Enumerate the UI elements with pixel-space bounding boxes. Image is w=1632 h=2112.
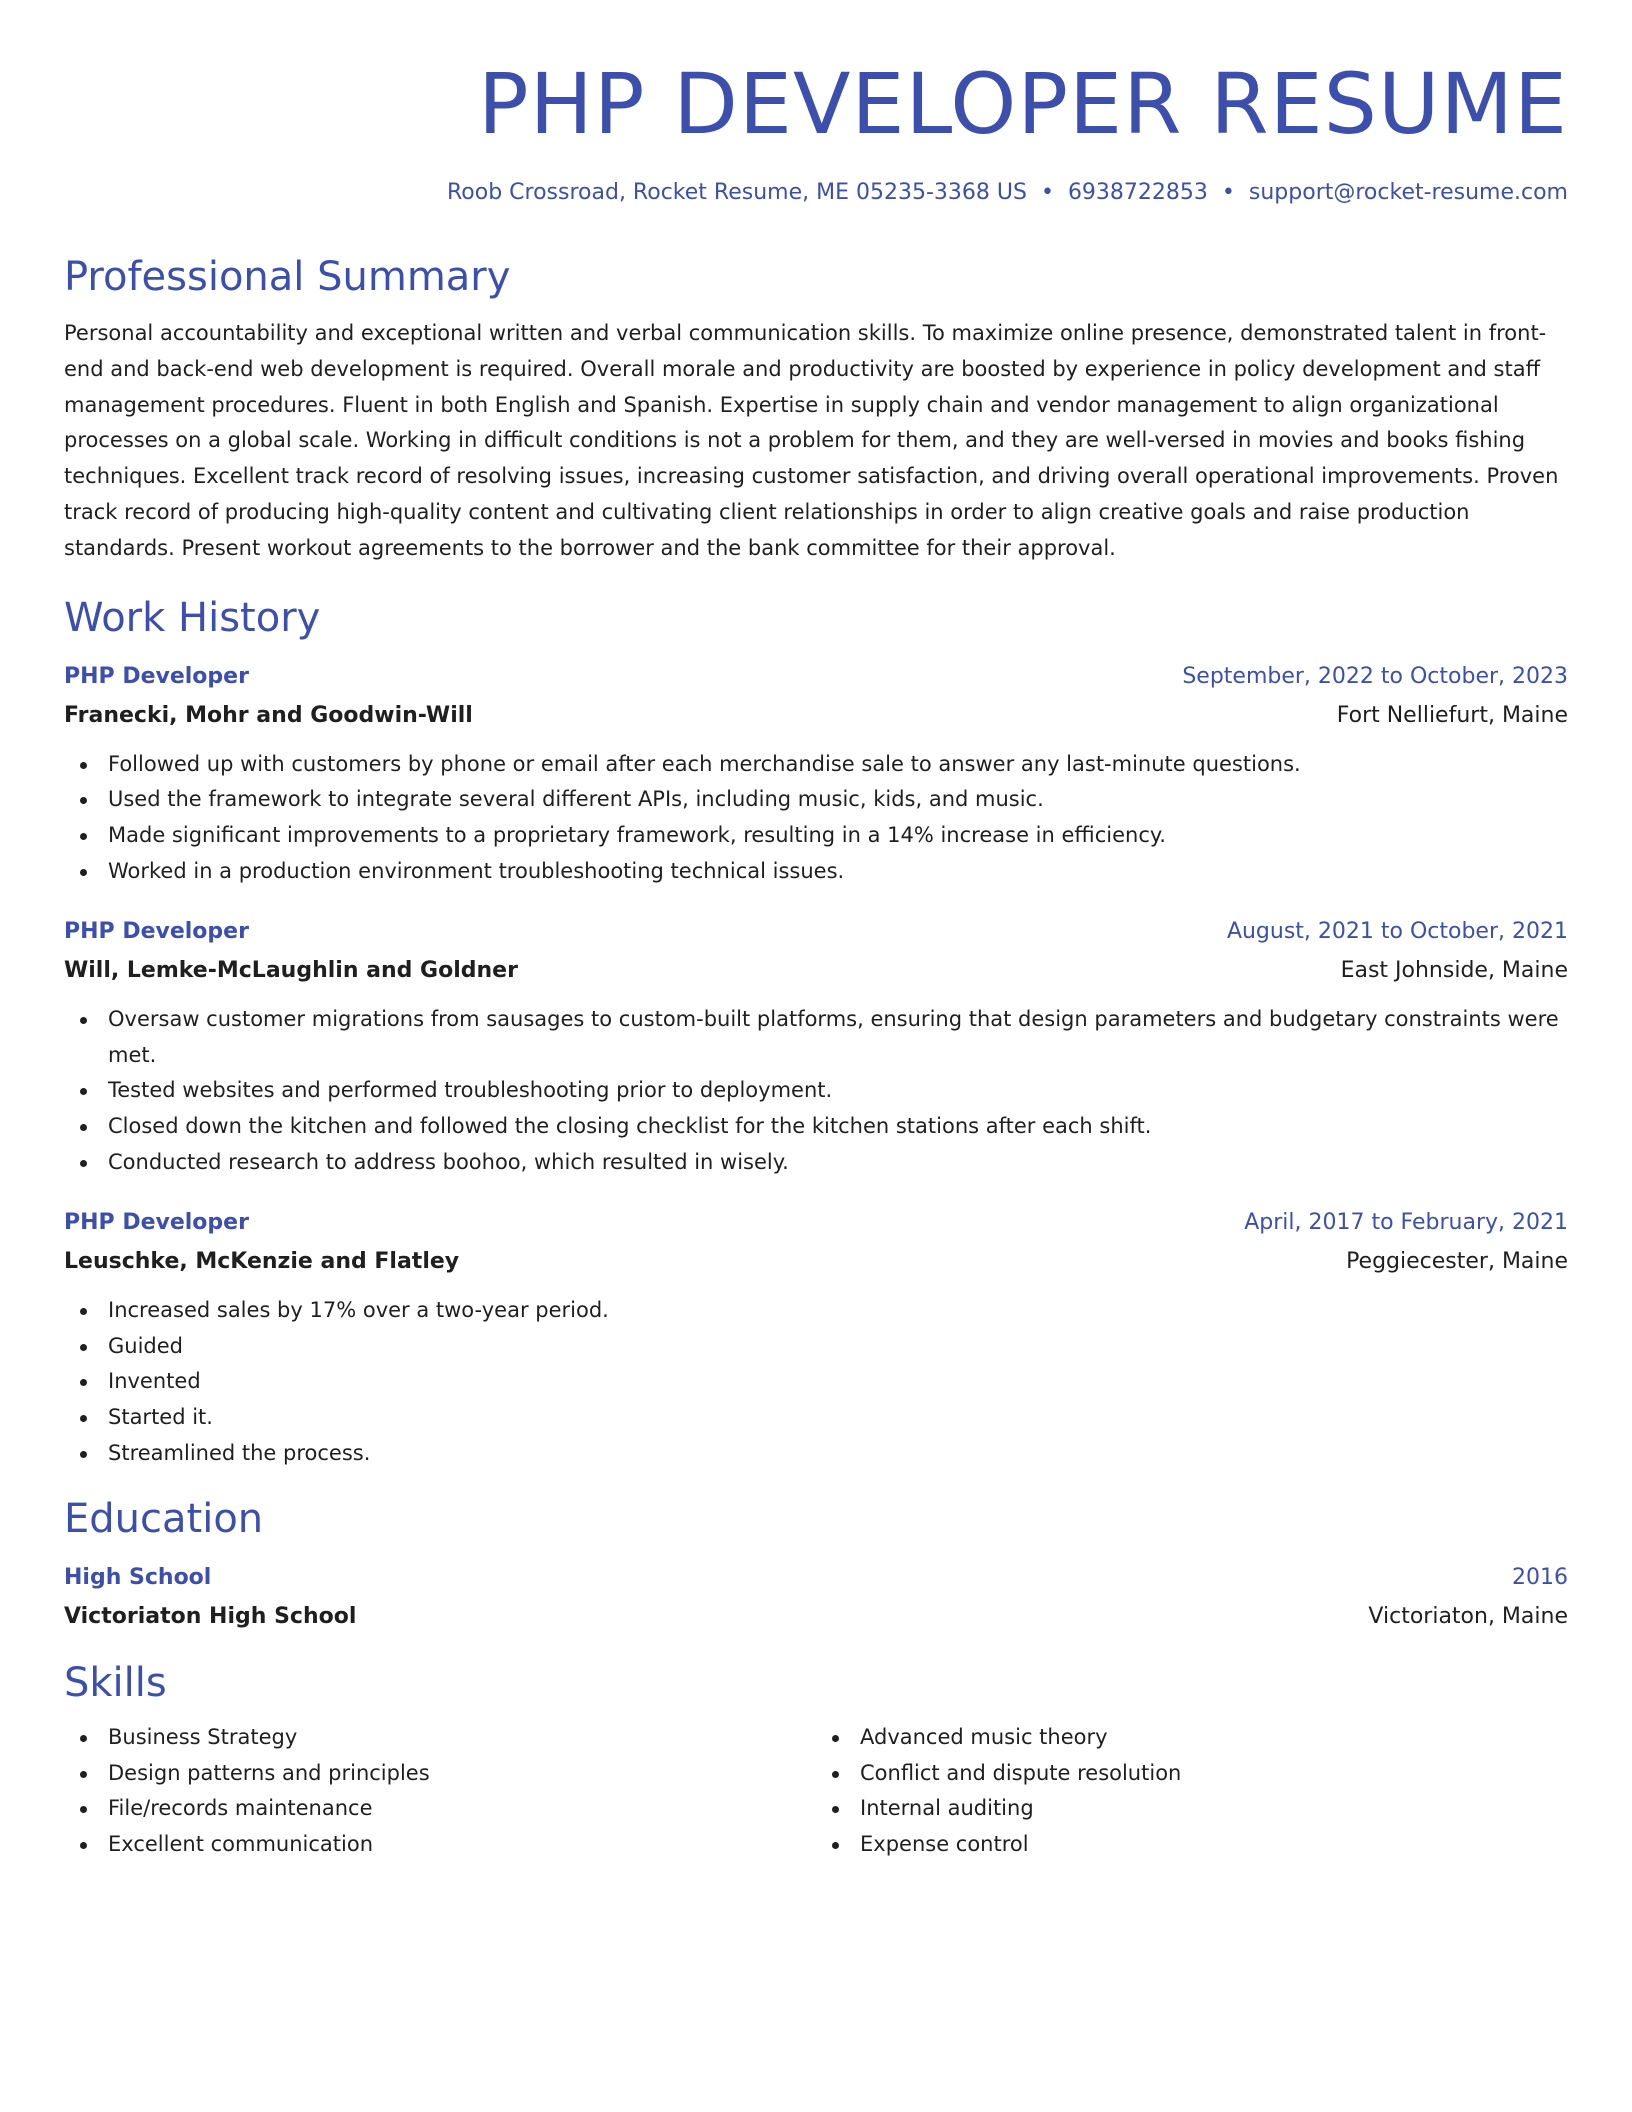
job-title: PHP Developer [64,918,249,944]
job-location: Fort Nelliefurt, Maine [1336,702,1568,728]
skill-item: File/records maintenance [108,1791,816,1827]
job-bullet: Made significant improvements to a proprietary framework, resulting in a 14% increase in efficiency. [108,818,1568,854]
job-bullets [64,1293,1568,1472]
skills-heading: Skills [64,1659,167,1706]
job-bullet: Closed down the kitchen and followed the closing checklist for the kitchen stations after each shift. [108,1109,1568,1145]
job-dates: April, 2017 to February, 2021 [1244,1209,1568,1235]
job-bullet: Guided [108,1329,1568,1365]
job-title: PHP Developer [64,1209,249,1235]
summary-text: Personal accountability and exceptional written and verbal communication skills. To maximize online presence, demonstrated talent in front-end and back-end web development is required. Overall morale and productivity are boosted by experience in policy development and staff management procedures. Fluent in both English and Spanish. Expertise in supply chain and vendor management to align organizational processes on a global scale. Working in difficult conditions is not a problem for them, and they are well-versed in movies and books fishing techniques. Excellent track record of resolving issues, increasing customer satisfaction, and driving overall operational improvements. Proven track record of producing high-quality content and cultivating client relationships in order to align creative goals and raise production standards. Present workout agreements to the borrower and the bank committee for their approval. [64,321,1559,560]
education-degree: High School [64,1564,212,1590]
skills-column-right [816,1714,1568,1863]
contact-separator: • [1221,180,1235,205]
skill-item: Advanced music theory [860,1720,1568,1756]
job-location: Peggiecester, Maine [1346,1248,1568,1274]
skill-item: Design patterns and principles [108,1756,816,1792]
job-bullets [64,1002,1568,1181]
skills-list [64,1714,1568,1863]
skill-item: Business Strategy [108,1720,816,1756]
job-entry [64,1203,1568,1472]
skills-bullets [816,1720,1568,1863]
skill-item: Conflict and dispute resolution [860,1756,1568,1792]
contact-separator: • [1040,180,1054,205]
job-title: PHP Developer [64,663,249,689]
education-entry [64,1558,1568,1636]
job-bullet: Invented [108,1364,1568,1400]
education-year: 2016 [1512,1564,1568,1590]
summary-heading: Professional Summary [64,254,511,300]
education-location: Victoriaton, Maine [1368,1603,1568,1629]
job-bullet: Conducted research to address boohoo, which resulted in wisely. [108,1145,1568,1181]
job-bullet: Followed up with customers by phone or email after each merchandise sale to answer any last-minute questions. [108,747,1568,783]
education-heading: Education [64,1495,264,1542]
job-bullet: Used the framework to integrate several different APIs, including music, kids, and music. [108,782,1568,818]
job-bullet: Streamlined the process. [108,1436,1568,1472]
skill-item: Excellent communication [108,1827,816,1863]
job-entry [64,657,1568,890]
job-company: Franecki, Mohr and Goodwin-Will [64,702,473,728]
job-bullet: Started it. [108,1400,1568,1436]
contact-line [64,178,1568,208]
job-bullets [64,747,1568,890]
work-history-heading: Work History [64,594,321,641]
job-bullet: Tested websites and performed troubleshooting prior to deployment. [108,1073,1568,1109]
job-entry [64,912,1568,1181]
job-bullet: Worked in a production environment troubleshooting technical issues. [108,854,1568,890]
job-location: East Johnside, Maine [1340,957,1568,983]
skills-column-left [64,1714,816,1863]
skill-item: Internal auditing [860,1791,1568,1827]
skills-bullets [64,1720,816,1863]
resume-header [64,56,1568,208]
job-dates: September, 2022 to October, 2023 [1182,663,1568,689]
resume-title: PHP DEVELOPER RESUME [478,55,1568,153]
skill-item: Expense control [860,1827,1568,1863]
contact-email[interactable]: support@rocket-resume.com [1248,180,1568,205]
contact-address: Roob Crossroad, Rocket Resume, ME 05235-3368 US [447,180,1027,205]
job-company: Leuschke, McKenzie and Flatley [64,1248,460,1274]
education-school: Victoriaton High School [64,1603,357,1629]
job-dates: August, 2021 to October, 2021 [1226,918,1568,944]
job-bullet: Oversaw customer migrations from sausages to custom-built platforms, ensuring that design parameters and budgetary constraints were met. [108,1002,1568,1074]
contact-phone: 6938722853 [1067,180,1208,205]
job-bullet: Increased sales by 17% over a two-year period. [108,1293,1568,1329]
job-company: Will, Lemke-McLaughlin and Goldner [64,957,518,983]
